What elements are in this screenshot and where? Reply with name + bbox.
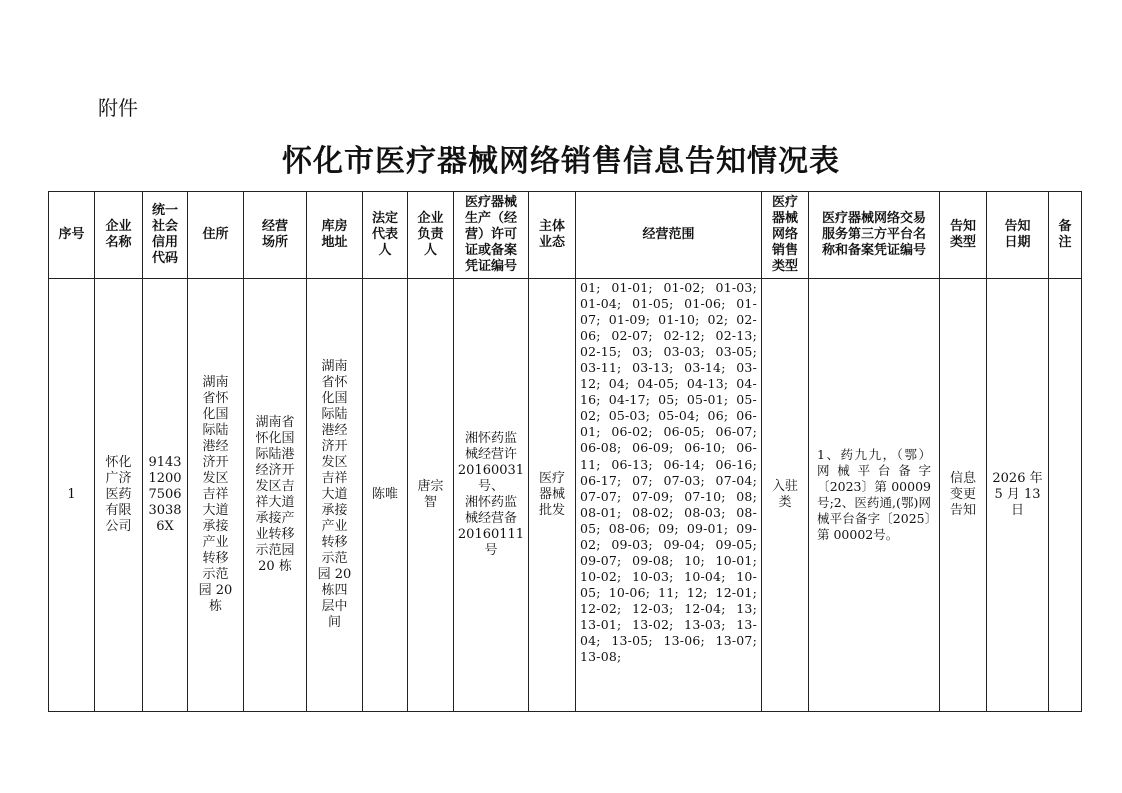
business-scope-text: 01; 01-01; 01-02; 01-03; 01-04; 01-05; 01-06; 01-07; 01-09; 01-10; 02; 02-06; 02-07; 02-12; 02-13; 02-15; 03; 03-03; 03-05; 03-11; 03-13; 03-14; 03-12; 04; 04-05; 04-13; 04-16; 04-17; 05; 05-01; 05-02; 05-03; 05-04; 06; 06-01; 06-02; 06-05; 06-07; 06-08; 06-09; 06-10; 06-11; 06-13; 06-14; 06-16; 06-17; 07; 07-03; 07-04; 07-07; 07-09; 07-10; 08; 08-01; 08-02; 08-03; 08-05; 08-06; 09; 09-01; 09-02; 09-03; 09-04; 09-05; 09-07; 09-08; 10; 10-01; 10-02; 10-03; 10-04; 10-05; 10-06; 11; 12; 12-01; 12-02; 12-03; 12-04; 13; 13-01; 13-02; 13-03; 13-04; 13-05; 13-06; 13-07; 13-08; bbox=[580, 280, 757, 665]
col-header-warehouse: 库房 地址 bbox=[307, 192, 363, 279]
col-header-person-in-charge: 企业 负责 人 bbox=[408, 192, 454, 279]
cell-credit-code: 9143 1200 7506 3038 6X bbox=[143, 279, 188, 712]
col-header-sales-type: 医疗 器械 网络 销售 类型 bbox=[762, 192, 809, 279]
col-header-platform: 医疗器械网络交易 服务第三方平台名 称和备案凭证编号 bbox=[809, 192, 940, 279]
header-row bbox=[49, 192, 1082, 279]
cell-license-no: 湘怀药监 械经营许 20160031 号、 湘怀药监 械经营备 20160111 号 bbox=[454, 279, 529, 712]
platform-text: 1、药九九，（鄂）网械平台备字〔2023〕第 00009号;2、医药通,(鄂)网械平台备字〔2025〕第 00002号。 bbox=[817, 447, 931, 542]
col-header-business-form: 主体 业态 bbox=[529, 192, 576, 279]
col-header-credit-code: 统一 社会 信用 代码 bbox=[143, 192, 188, 279]
col-header-scope: 经营范围 bbox=[576, 192, 762, 279]
col-header-company: 企业 名称 bbox=[95, 192, 143, 279]
col-header-remark: 备 注 bbox=[1049, 192, 1082, 279]
col-header-license-no: 医疗器械 生产（经 营）许可 证或备案 凭证编号 bbox=[454, 192, 529, 279]
cell-sales-type: 入驻 类 bbox=[762, 279, 809, 712]
cell-address: 湖南 省怀 化国 际陆 港经 济开 发区 吉祥 大道 承接 产业 转移 示范 园 20 栋 bbox=[188, 279, 244, 712]
cell-scope bbox=[576, 279, 762, 712]
cell-warehouse: 湖南 省怀 化国 际陆 港经 济开 发区 吉祥 大道 承接 产业 转移 示范 园 20 栋四 层中 间 bbox=[307, 279, 363, 712]
attachment-label: 附件 bbox=[98, 96, 138, 120]
col-header-notice-date: 告知 日期 bbox=[987, 192, 1049, 279]
col-header-business-place: 经营 场所 bbox=[244, 192, 307, 279]
cell-notice-date: 2026 年 5 月 13 日 bbox=[987, 279, 1049, 712]
cell-remark bbox=[1049, 279, 1082, 712]
notification-table bbox=[48, 191, 1082, 712]
col-header-seq: 序号 bbox=[49, 192, 95, 279]
cell-platform bbox=[809, 279, 940, 712]
cell-business-form: 医疗 器械 批发 bbox=[529, 279, 576, 712]
cell-company: 怀化 广济 医药 有限 公司 bbox=[95, 279, 143, 712]
cell-legal-rep: 陈唯 bbox=[363, 279, 408, 712]
cell-seq: 1 bbox=[49, 279, 95, 712]
col-header-notice-type: 告知 类型 bbox=[940, 192, 987, 279]
cell-business-place: 湖南省 怀化国 际陆港 经济开 发区吉 祥大道 承接产 业转移 示范园 20 栋 bbox=[244, 279, 307, 712]
col-header-address: 住所 bbox=[188, 192, 244, 279]
cell-person-in-charge: 唐宗 智 bbox=[408, 279, 454, 712]
document-title: 怀化市医疗器械网络销售信息告知情况表 bbox=[282, 144, 840, 179]
cell-notice-type: 信息 变更 告知 bbox=[940, 279, 987, 712]
col-header-legal-rep: 法定 代表 人 bbox=[363, 192, 408, 279]
table-row bbox=[49, 279, 1082, 712]
